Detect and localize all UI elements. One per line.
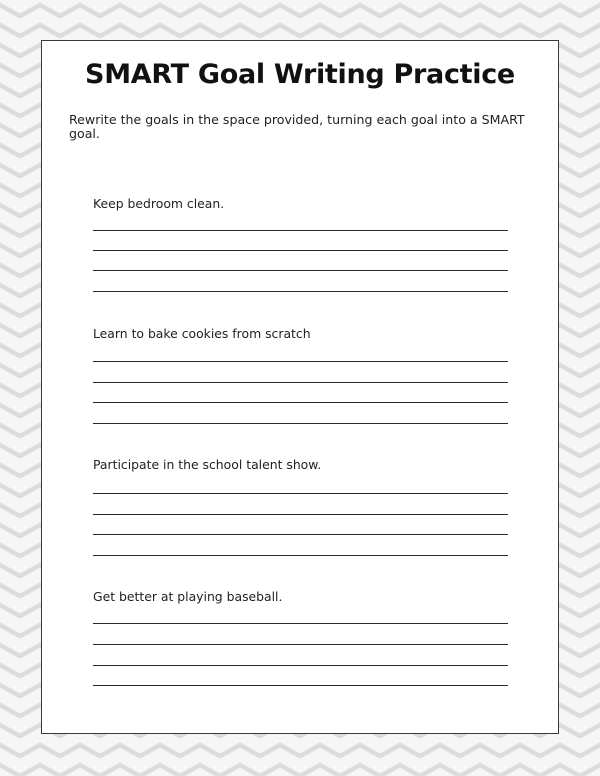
goal-block (93, 589, 508, 605)
goal-block (93, 326, 508, 342)
answer-line[interactable] (93, 361, 508, 362)
goal-label: Learn to bake cookies from scratch (93, 326, 311, 341)
goal-block (93, 457, 508, 473)
answer-line[interactable] (93, 402, 508, 403)
answer-line[interactable] (93, 685, 508, 686)
answer-line[interactable] (93, 493, 508, 494)
answer-line[interactable] (93, 382, 508, 383)
answer-line[interactable] (93, 555, 508, 556)
answer-line[interactable] (93, 534, 508, 535)
instructions-text: Rewrite the goals in the space provided, turning each goal into a SMART goal. (69, 112, 525, 141)
answer-line[interactable] (93, 623, 508, 624)
answer-line[interactable] (93, 270, 508, 271)
answer-line[interactable] (93, 423, 508, 424)
goal-label: Participate in the school talent show. (93, 457, 322, 472)
page-title: SMART Goal Writing Practice (85, 59, 515, 90)
answer-line[interactable] (93, 291, 508, 292)
answer-line[interactable] (93, 665, 508, 666)
goal-block (93, 196, 508, 212)
goal-label: Get better at playing baseball. (93, 589, 283, 604)
answer-line[interactable] (93, 644, 508, 645)
answer-line[interactable] (93, 250, 508, 251)
answer-line[interactable] (93, 514, 508, 515)
goal-label: Keep bedroom clean. (93, 196, 225, 211)
worksheet (41, 40, 559, 734)
answer-line[interactable] (93, 230, 508, 231)
